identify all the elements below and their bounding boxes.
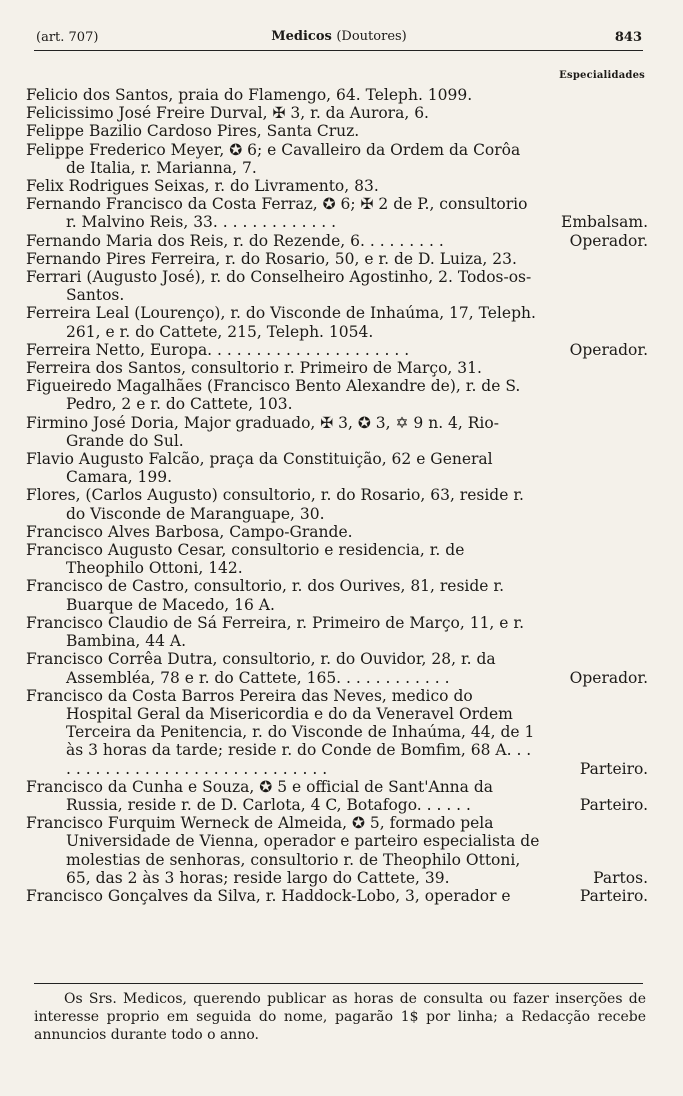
- doctor-entry: [26, 486, 648, 522]
- doctor-specialty: Parteiro.: [579, 795, 648, 814]
- doctor-entry: [26, 614, 648, 650]
- doctor-entry: [26, 122, 648, 140]
- doctor-entry: [26, 177, 648, 195]
- doctor-entry-text: Fernando Maria dos Reis, r. do Rezende, 6. . . . . . . . .: [26, 231, 444, 250]
- doctor-specialty: Partos.: [593, 868, 648, 887]
- doctor-entry-text: Felicissimo José Freire Durval, ✠ 3, r. da Aurora, 6.: [26, 104, 429, 123]
- doctor-entry-text: Francisco Claudio de Sá Ferreira, r. Primeiro de Março, 11, e r. Bambina, 44 A.: [26, 613, 525, 651]
- doctor-entry: [26, 359, 648, 377]
- doctor-entry: [26, 687, 648, 778]
- header-rule: [34, 50, 643, 51]
- doctor-entry: [26, 778, 648, 814]
- doctor-entry: [26, 104, 648, 122]
- footer-rule: [34, 983, 643, 984]
- doctor-entry-text: Francisco Gonçalves da Silva, r. Haddock-Lobo, 3, operador e: [26, 886, 511, 905]
- doctor-entry-text: Fernando Francisco da Costa Ferraz, ✪ 6; ✠ 2 de P., consultorio r. Malvino Reis, 33. . . . . . . . . . . . .: [26, 195, 528, 232]
- doctor-specialty: Operador.: [569, 231, 648, 250]
- page-header: [36, 28, 642, 50]
- doctor-entry: [26, 232, 648, 250]
- doctor-entry: [26, 86, 648, 104]
- doctor-entry-text: Flavio Augusto Falcão, praça da Constituição, 62 e General Camara, 199.: [26, 450, 493, 487]
- doctor-entry: [26, 268, 648, 304]
- doctor-entry: [26, 577, 648, 613]
- doctor-entry-text: Felippe Frederico Meyer, ✪ 6; e Cavalleiro da Ordem da Corôa de Italia, r. Marianna, 7.: [26, 140, 521, 177]
- doctor-entry-text: Francisco Furquim Werneck de Almeida, ✪ 5, formado pela Universidade de Vienna, operador e parteiro especialista de molestias de senhoras, consultorio r. de Theophilo Ottoni, 65, das 2 às 3 horas; reside largo do Cattete, 39.: [26, 814, 540, 887]
- page-title-main: Medicos: [271, 29, 332, 44]
- doctor-entry-text: Firmino José Doria, Major graduado, ✠ 3, ✪ 3, ✡ 9 n. 4, Rio-Grande do Sul.: [26, 413, 499, 450]
- publication-note: Os Srs. Medicos, querendo publicar as horas de consulta ou fazer inserções de interesse proprio em seguida do nome, pagarão 1$ por linha; a Redacção recebe annuncios durante todo o anno.: [34, 991, 646, 1043]
- doctor-specialty: Operador.: [569, 668, 648, 687]
- doctor-entry-text: Flores, (Carlos Augusto) consultorio, r. do Rosario, 63, reside r. do Visconde de Maranguape, 30.: [26, 486, 524, 523]
- doctor-entry-text: Ferreira dos Santos, consultorio r. Primeiro de Março, 31.: [26, 359, 482, 378]
- doctor-entry: [26, 650, 648, 686]
- doctor-entry-text: Francisco Augusto Cesar, consultorio e residencia, r. de Theophilo Ottoni, 142.: [26, 541, 465, 578]
- doctor-specialty: Embalsam.: [561, 213, 648, 232]
- doctor-entry-text: Felippe Bazilio Cardoso Pires, Santa Cruz.: [26, 122, 360, 141]
- doctor-entry: [26, 814, 648, 887]
- doctor-entry-text: Figueiredo Magalhães (Francisco Bento Alexandre de), r. de S. Pedro, 2 e r. do Cattete, 103.: [26, 377, 521, 414]
- doctor-entry-text: Ferreira Leal (Lourenço), r. do Visconde de Inhaúma, 17, Teleph. 261, e r. do Cattete, 215, Teleph. 1054.: [26, 304, 536, 341]
- doctor-specialty: Parteiro.: [579, 759, 648, 778]
- doctor-entry-text: Francisco Corrêa Dutra, consultorio, r. do Ouvidor, 28, r. da Assembléa, 78 e r. do Cattete, 165. . . . . . . . . . . .: [26, 650, 496, 687]
- doctor-entry: [26, 523, 648, 541]
- doctor-entry-text: Ferreira Netto, Europa. . . . . . . . . . . . . . . . . . . . .: [26, 340, 410, 359]
- doctor-entry: [26, 414, 648, 450]
- doctor-entry: [26, 341, 648, 359]
- page-title: [36, 29, 642, 44]
- specialties-column-heading: Especialidades: [559, 70, 645, 81]
- doctor-entry-text: Francisco Alves Barbosa, Campo-Grande.: [26, 522, 353, 541]
- doctor-entry: [26, 141, 648, 177]
- doctor-specialty: Operador.: [569, 340, 648, 359]
- article-reference: (art. 707): [36, 30, 99, 45]
- doctor-entry: [26, 541, 648, 577]
- doctor-entry-text: Francisco da Cunha e Souza, ✪ 5 e official de Sant'Anna da Russia, reside r. de D. Carlota, 4 C, Botafogo. . . . . .: [26, 777, 493, 814]
- page-title-sub: (Doutores): [336, 29, 407, 44]
- doctor-entry-text: Felicio dos Santos, praia do Flamengo, 64. Teleph. 1099.: [26, 86, 473, 104]
- doctor-entry: [26, 250, 648, 268]
- doctor-entry: [26, 377, 648, 413]
- doctor-list: [26, 86, 648, 905]
- doctor-entry-text: Francisco de Castro, consultorio, r. dos Ourives, 81, reside r. Buarque de Macedo, 16 A.: [26, 577, 505, 614]
- doctor-entry-text: Felix Rodrigues Seixas, r. do Livramento, 83.: [26, 177, 379, 196]
- doctor-entry-text: Fernando Pires Ferreira, r. do Rosario, 50, e r. de D. Luiza, 23.: [26, 249, 517, 268]
- doctor-entry-text: Francisco da Costa Barros Pereira das Neves, medico do Hospital Geral da Misericordia e do da Veneravel Ordem Terceira da Penitencia, r. do Visconde de Inhaúma, 44, de 1 às 3 horas da tarde; reside r. do Conde de Bomfim, 68 A. . . . . . . . . . . . . . . . . . . . . . . . . . . . . .: [26, 686, 535, 778]
- doctor-entry: [26, 195, 648, 231]
- page-number: 843: [614, 30, 642, 45]
- doctor-entry: [26, 450, 648, 486]
- doctor-entry-text: Ferrari (Augusto José), r. do Conselheiro Agostinho, 2. Todos-os-Santos.: [26, 268, 532, 305]
- doctor-entry: [26, 304, 648, 340]
- doctor-specialty: Parteiro.: [579, 886, 648, 905]
- doctor-entry: [26, 887, 648, 905]
